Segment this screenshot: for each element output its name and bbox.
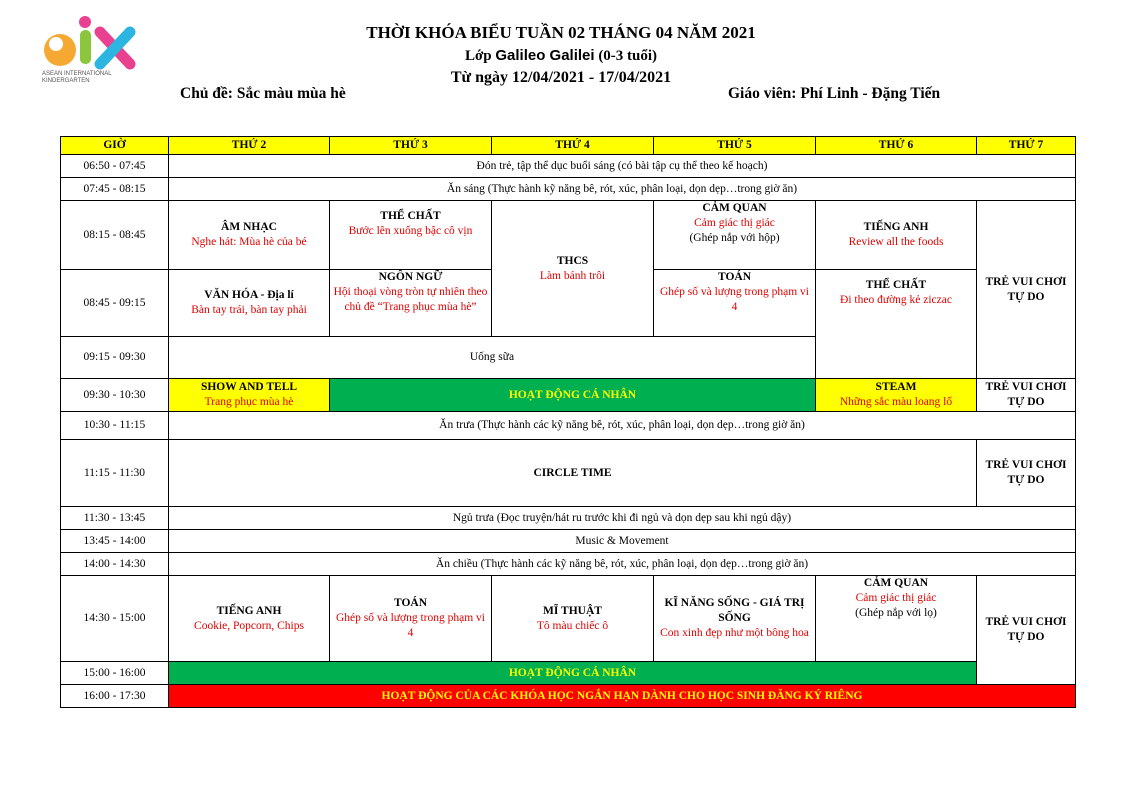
activity-cell [816, 270, 977, 379]
activity-title: THỂ CHẤT [865, 279, 927, 291]
page-title: THỜI KHÓA BIỂU TUẦN 02 THÁNG 04 NĂM 2021 [366, 23, 756, 42]
activity-title: ÂM NHẠC [221, 221, 277, 233]
time-cell: 11:30 - 13:45 [61, 507, 169, 530]
activity-title: THỂ CHẤT [380, 210, 441, 222]
col-mon: THỨ 2 [169, 137, 330, 155]
activity-cell [169, 270, 330, 337]
col-sat: THỨ 7 [977, 137, 1076, 155]
activity-desc: Review all the foods [848, 236, 944, 248]
time-cell: 16:00 - 17:30 [61, 685, 169, 708]
activity-title: TOÁN [717, 271, 752, 283]
class-name: Galileo Galilei [495, 47, 595, 64]
activity-desc: Bước lên xuống bậc cô vịn [348, 225, 473, 237]
activity-desc: Bàn tay trái, bàn tay phải [191, 304, 307, 316]
nap-cell: Ngủ trưa (Đọc truyện/hát ru trước khi đi ngủ và dọn dẹp sau khi ngủ dậy) [169, 507, 1076, 530]
col-thu: THỨ 5 [654, 137, 816, 155]
activity-extra: (Ghép nắp với hộp) [689, 232, 780, 244]
time-cell: 09:15 - 09:30 [61, 337, 169, 379]
activity-cell [169, 201, 330, 270]
activity-cell [492, 576, 654, 662]
activity-title: NGÔN NGỮ [378, 271, 443, 283]
svg-text:KINDERGARTEN: KINDERGARTEN [42, 78, 90, 84]
activity-desc: Tô màu chiếc ô [536, 619, 609, 632]
time-cell: 15:00 - 16:00 [61, 662, 169, 685]
individual-activity-cell: HOẠT ĐỘNG CÁ NHÂN [169, 662, 977, 685]
class-age: (0-3 tuổi) [598, 48, 658, 64]
activity-desc: Đi theo đường kẻ ziczac [840, 294, 952, 306]
svg-text:ASEAN INTERNATIONAL: ASEAN INTERNATIONAL [42, 71, 112, 77]
free-play-cell: TRẺ VUI CHƠI TỰ DO [977, 201, 1076, 379]
table-row [61, 379, 1076, 412]
activity-desc: Cookie, Popcorn, Chips [194, 619, 304, 632]
activity-extra: (Ghép nắp với lọ) [855, 607, 937, 619]
activity-title: THCS [556, 254, 589, 267]
activity-title: TIẾNG ANH [863, 221, 929, 233]
lunch-cell: Ăn trưa (Thực hành các kỹ năng bê, rót, xúc, phân loại, dọn dẹp…trong giờ ăn) [169, 412, 1076, 440]
short-courses-cell: HOẠT ĐỘNG CỦA CÁC KHÓA HỌC NGẮN HẠN DÀNH CHO HỌC SINH ĐĂNG KÝ RIÊNG [169, 685, 1076, 708]
time-cell: 11:15 - 11:30 [61, 440, 169, 507]
activity-desc: Ghép số và lượng trong phạm vi 4 [659, 286, 810, 313]
time-cell: 10:30 - 11:15 [61, 412, 169, 440]
activity-desc: Con xinh đẹp như một bông hoa [660, 627, 809, 639]
col-time: GIỜ [61, 137, 169, 155]
time-cell: 08:45 - 09:15 [61, 270, 169, 337]
activity-desc: Làm bánh trôi [539, 269, 606, 282]
table-row [61, 155, 1076, 178]
activity-cell [330, 576, 492, 662]
activity-desc: Cảm giác thị giác [694, 217, 775, 229]
time-cell: 07:45 - 08:15 [61, 178, 169, 201]
individual-activity-cell: HOẠT ĐỘNG CÁ NHÂN [330, 379, 816, 412]
activity-desc: Ghép số và lượng trong phạm vi 4 [335, 612, 486, 639]
col-tue: THỨ 3 [330, 137, 492, 155]
free-play-cell: TRẺ VUI CHƠI TỰ DO [977, 379, 1076, 412]
milk-cell: Uống sữa [169, 337, 816, 379]
time-cell: 13:45 - 14:00 [61, 530, 169, 553]
free-play-cell: TRẺ VUI CHƠI TỰ DO [977, 576, 1076, 685]
activity-title: MĨ THUẬT [543, 604, 602, 617]
date-range: Từ ngày 12/04/2021 - 17/04/2021 [450, 69, 672, 86]
activity-cell [330, 270, 492, 337]
table-row [61, 662, 1076, 685]
activity-cell [654, 270, 816, 337]
music-cell: Music & Movement [169, 530, 1076, 553]
activity-title: TIẾNG ANH [216, 604, 282, 617]
welcome-cell: Đón trẻ, tập thể dục buổi sáng (có bài tập cụ thể theo kế hoạch) [169, 155, 1076, 178]
activity-title: KĨ NĂNG SỐNG - GIÁ TRỊ SỐNG [664, 597, 805, 624]
table-row [61, 507, 1076, 530]
activity-cell [330, 201, 492, 270]
header-row [61, 137, 1076, 155]
activity-cell [654, 576, 816, 662]
activity-title: VĂN HÓA - Địa lí [204, 289, 294, 301]
table-row [61, 685, 1076, 708]
activity-desc: Những sắc màu loang lổ [839, 396, 953, 408]
table-row [61, 178, 1076, 201]
breakfast-cell: Ăn sáng (Thực hành kỹ năng bê, rót, xúc, phân loại, dọn dẹp…trong giờ ăn) [169, 178, 1076, 201]
class-line [0, 47, 1122, 65]
time-cell: 14:00 - 14:30 [61, 553, 169, 576]
activity-title: STEAM [875, 381, 917, 393]
col-fri: THỨ 6 [816, 137, 977, 155]
activity-cell [816, 201, 977, 270]
table-row [61, 530, 1076, 553]
col-wed: THỨ 4 [492, 137, 654, 155]
activity-cell [816, 576, 977, 662]
teachers: Giáo viên: Phí Linh - Đặng Tiến [728, 85, 941, 102]
table-row [61, 412, 1076, 440]
theme: Chủ đề: Sắc màu mùa hè [180, 85, 346, 102]
table-row [61, 440, 1076, 507]
activity-desc: Nghe hát: Mùa hè của bé [191, 236, 307, 248]
table-row [61, 576, 1076, 662]
activity-cell [169, 576, 330, 662]
activity-title: TOÁN [393, 597, 428, 609]
free-play-cell: TRẺ VUI CHƠI TỰ DO [977, 440, 1076, 507]
activity-desc: Trang phục mùa hè [204, 396, 294, 408]
time-cell: 09:30 - 10:30 [61, 379, 169, 412]
table-row [61, 201, 1076, 270]
time-cell: 06:50 - 07:45 [61, 155, 169, 178]
activity-title: SHOW AND TELL [200, 381, 298, 393]
time-cell: 08:15 - 08:45 [61, 201, 169, 270]
table-row [61, 553, 1076, 576]
timetable [60, 136, 1076, 708]
activity-cell [654, 201, 816, 270]
circle-time-cell: CIRCLE TIME [169, 440, 977, 507]
snack-cell: Ăn chiều (Thực hành các kỹ năng bê, rót, xúc, phân loại, dọn dẹp…trong giờ ăn) [169, 553, 1076, 576]
activity-desc: Cảm giác thị giác [855, 592, 937, 604]
activity-desc: Hội thoại vòng tròn tự nhiên theo chủ đề “Trang phục mùa hè” [333, 286, 488, 313]
activity-title: CẢM QUAN [702, 202, 767, 214]
class-prefix: Lớp [464, 48, 492, 64]
activity-cell [816, 379, 977, 412]
time-cell: 14:30 - 15:00 [61, 576, 169, 662]
activity-cell [492, 201, 654, 337]
activity-cell [169, 379, 330, 412]
activity-title: CẢM QUAN [863, 577, 929, 589]
